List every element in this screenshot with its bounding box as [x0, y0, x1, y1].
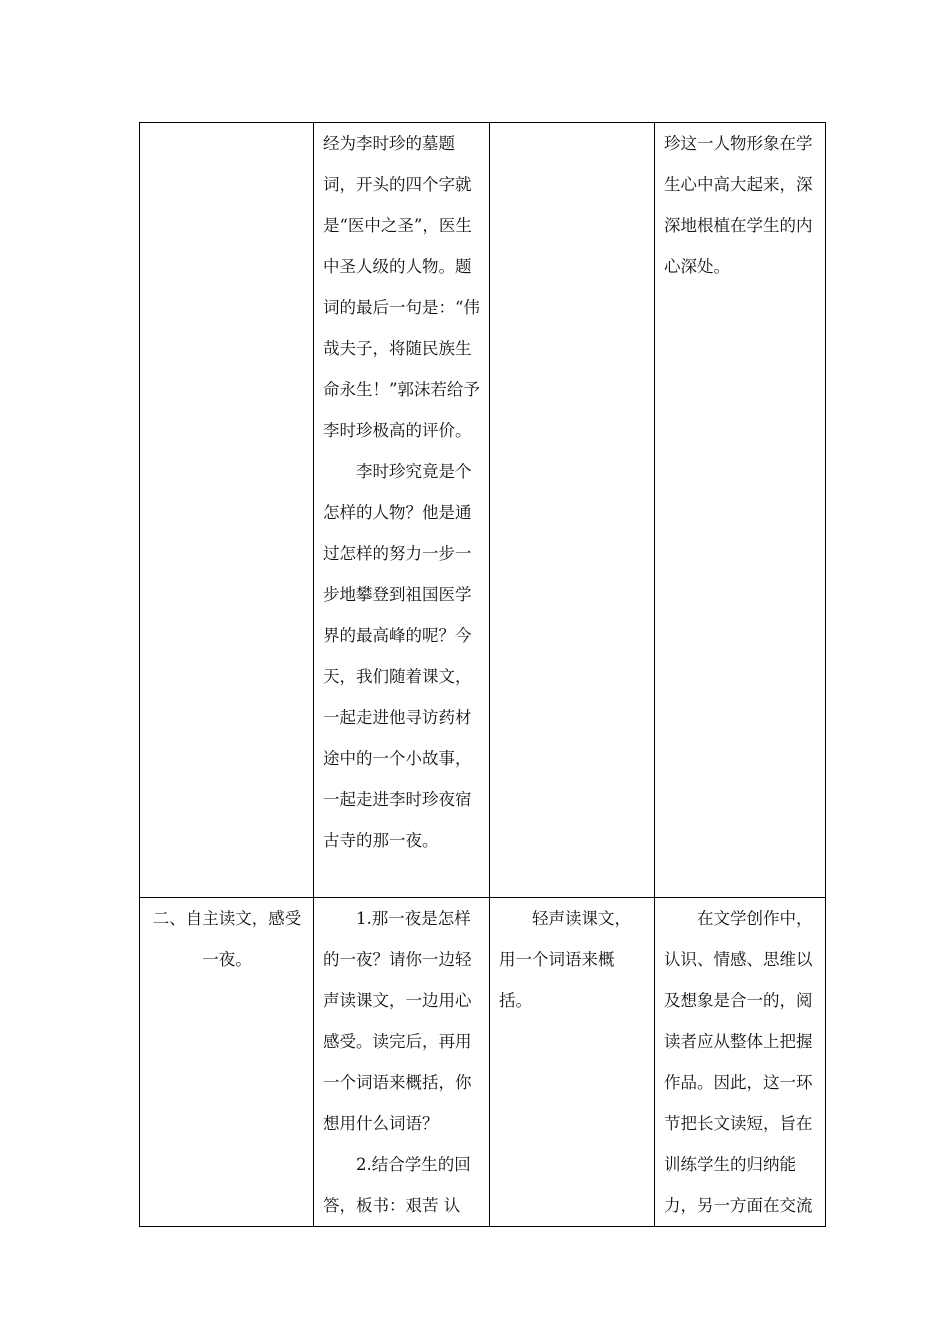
- teacher-paragraph: 经为李时珍的墓题词，开头的四个字就是“医中之圣”，医生中圣人级的人物。题词的最后一句是：“伟哉夫子，将随民族生命永生！”郭沫若给予李时珍极高的评价。: [323, 134, 480, 440]
- design-intent-cell: [655, 898, 826, 1227]
- teacher-paragraph: 李时珍究竟是个怎样的人物？他是通过怎样的努力一步一步地攀登到祖国医学界的最高峰的呢？今天，我们随着课文，一起走进他寻访药材途中的一个小故事，一起走进李时珍夜宿古寺的那一夜。: [323, 462, 472, 850]
- teacher-paragraph: 2.结合学生的回答，板书：艰苦 认: [323, 1155, 471, 1215]
- teacher-paragraph: 1.那一夜是怎样的一夜？请你一边轻声读课文，一边用心感受。读完后，再用一个词语来概括，你想用什么词语？: [323, 909, 472, 1133]
- intent-text: 在文学创作中，认识、情感、思维以及想象是合一的，阅读者应从整体上把握作品。因此，这一环节把长文读短，旨在训练学生的归纳能力，另一方面在交流: [664, 909, 813, 1215]
- teacher-activity-cell: [314, 123, 490, 898]
- step-cell: [140, 123, 314, 898]
- student-activity-cell: [490, 898, 655, 1227]
- student-text: 轻声读课文，用一个词语来概括。: [499, 909, 631, 1010]
- student-activity-cell: [490, 123, 655, 898]
- intent-text: 珍这一人物形象在学生心中高大起来，深深地根植在学生的内心深处。: [664, 134, 813, 276]
- step-cell: [140, 898, 314, 1227]
- lesson-plan-table: [139, 122, 826, 1227]
- table-row: [140, 123, 826, 898]
- step-text: 二、自主读文，感受一夜。: [152, 909, 302, 969]
- design-intent-cell: [655, 123, 826, 898]
- table-row: [140, 898, 826, 1227]
- teacher-activity-cell: [314, 898, 490, 1227]
